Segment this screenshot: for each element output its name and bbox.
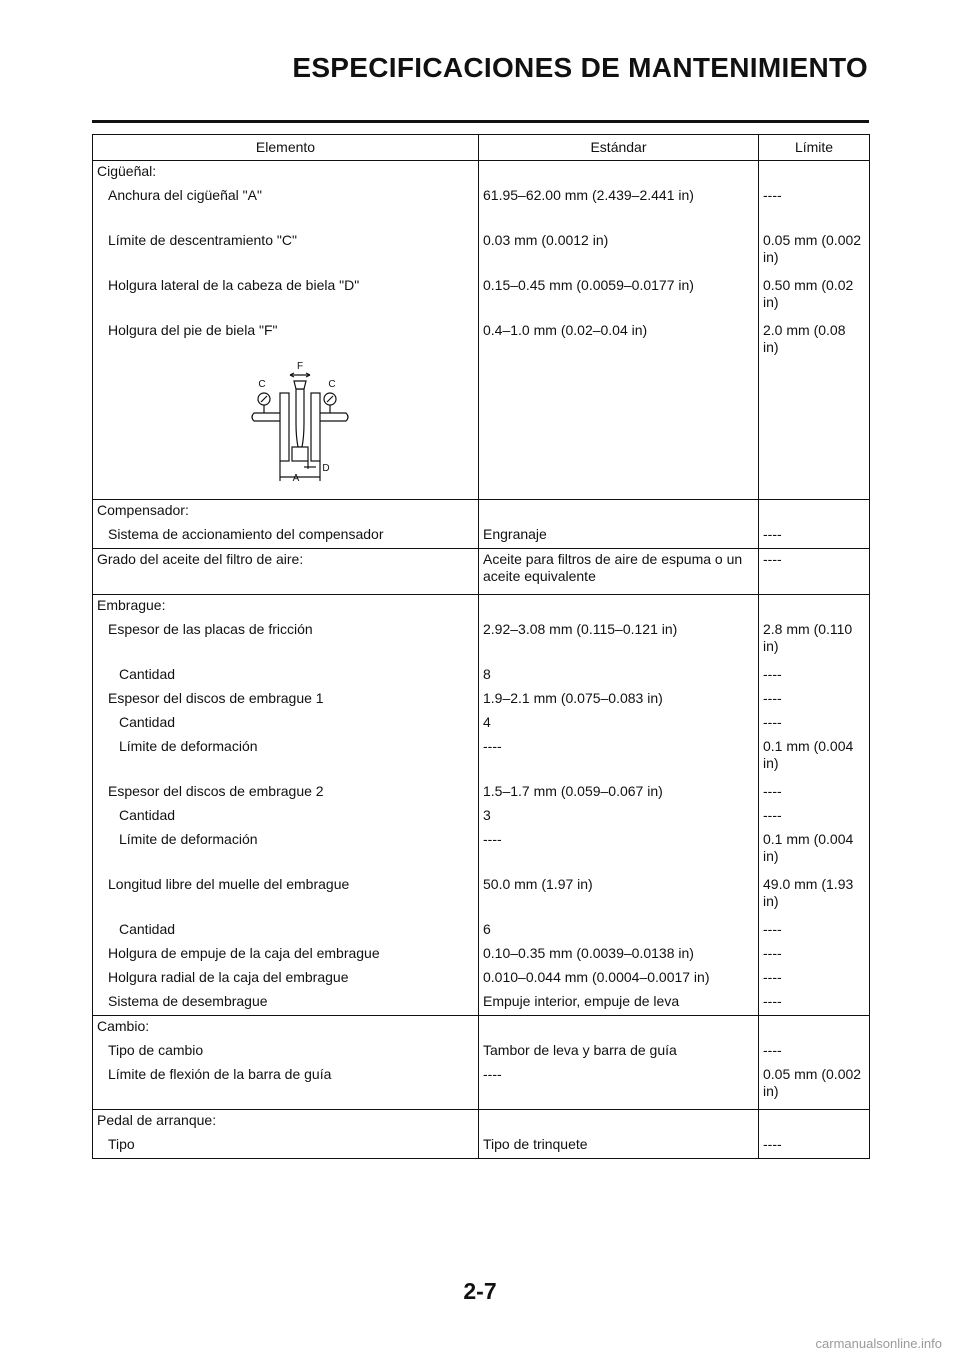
row-limit: ---- xyxy=(759,781,870,805)
section-heading-cambio: Cambio: xyxy=(93,1016,479,1041)
row-label: Cantidad xyxy=(93,919,479,943)
row-standard: Empuje interior, empuje de leva xyxy=(479,991,759,1016)
row-standard: 8 xyxy=(479,664,759,688)
row-standard: 0.15–0.45 mm (0.0059–0.0177 in) xyxy=(479,275,759,320)
row-standard: 2.92–3.08 mm (0.115–0.121 in) xyxy=(479,619,759,664)
table-row xyxy=(93,1110,870,1135)
row-limit: ---- xyxy=(759,1040,870,1064)
maintenance-spec-table xyxy=(92,134,870,1159)
table-row xyxy=(93,967,870,991)
row-standard: ---- xyxy=(479,829,759,874)
table-row xyxy=(93,595,870,620)
row-standard: 61.95–62.00 mm (2.439–2.441 in) xyxy=(479,185,759,230)
section-heading-pedal: Pedal de arranque: xyxy=(93,1110,479,1135)
row-label: Grado del aceite del filtro de aire: xyxy=(93,549,479,595)
row-standard: 0.010–0.044 mm (0.0004–0.0017 in) xyxy=(479,967,759,991)
table-row xyxy=(93,320,870,500)
row-limit: ---- xyxy=(759,967,870,991)
page-number: 2-7 xyxy=(463,1278,497,1304)
row-label: Holgura radial de la caja del embrague xyxy=(93,967,479,991)
column-header-elemento: Elemento xyxy=(93,135,479,161)
table-row xyxy=(93,549,870,595)
row-limit: ---- xyxy=(759,1134,870,1159)
row-standard: Engranaje xyxy=(479,524,759,549)
column-header-estandar: Estándar xyxy=(479,135,759,161)
watermark: carmanualsonline.info xyxy=(815,1336,942,1351)
table-row xyxy=(93,1064,870,1110)
row-limit: 2.0 mm (0.08 in) xyxy=(759,320,870,500)
row-standard: ---- xyxy=(479,736,759,781)
table-row xyxy=(93,230,870,275)
table-row xyxy=(93,991,870,1016)
row-label: Cantidad xyxy=(93,712,479,736)
row-standard: ---- xyxy=(479,1064,759,1110)
diagram-label-a: A xyxy=(292,473,300,481)
row-label: Sistema de desembrague xyxy=(93,991,479,1016)
section-heading-compensador: Compensador: xyxy=(93,500,479,525)
title-rule xyxy=(92,120,869,123)
table-row xyxy=(93,919,870,943)
diagram-label-f: F xyxy=(296,361,304,372)
row-label: Límite de deformación xyxy=(93,829,479,874)
table-row xyxy=(93,874,870,919)
row-standard: 50.0 mm (1.97 in) xyxy=(479,874,759,919)
row-label: Anchura del cigüeñal "A" xyxy=(93,185,479,230)
table-row xyxy=(93,524,870,549)
row-standard: Aceite para filtros de aire de espuma o un aceite equivalente xyxy=(479,549,759,595)
row-label: Cantidad xyxy=(93,805,479,829)
page-title: ESPECIFICACIONES DE MANTENIMIENTO xyxy=(292,52,868,83)
row-label: Tipo xyxy=(93,1134,479,1159)
column-header-limite: Límite xyxy=(759,135,870,161)
table-row xyxy=(93,500,870,525)
row-standard: 0.4–1.0 mm (0.02–0.04 in) xyxy=(479,320,759,500)
row-limit: ---- xyxy=(759,185,870,230)
section-heading-embrague: Embrague: xyxy=(93,595,479,620)
row-label: Límite de deformación xyxy=(93,736,479,781)
table-row xyxy=(93,829,870,874)
row-limit: ---- xyxy=(759,664,870,688)
row-limit: ---- xyxy=(759,805,870,829)
table-row xyxy=(93,185,870,230)
row-limit: 2.8 mm (0.110 in) xyxy=(759,619,870,664)
row-standard: 0.10–0.35 mm (0.0039–0.0138 in) xyxy=(479,943,759,967)
section-heading-ciguenal: Cigüeñal: xyxy=(93,161,479,186)
row-standard: 1.5–1.7 mm (0.059–0.067 in) xyxy=(479,781,759,805)
table-row xyxy=(93,736,870,781)
row-limit: ---- xyxy=(759,943,870,967)
table-row xyxy=(93,619,870,664)
row-label: Holgura de empuje de la caja del embrague xyxy=(93,943,479,967)
row-limit: 0.05 mm (0.002 in) xyxy=(759,1064,870,1110)
row-label: Cantidad xyxy=(93,664,479,688)
row-limit: ---- xyxy=(759,919,870,943)
row-limit: ---- xyxy=(759,991,870,1016)
row-limit: ---- xyxy=(759,549,870,595)
row-label: Límite de flexión de la barra de guía xyxy=(93,1064,479,1110)
diagram-label-c: C xyxy=(328,379,336,390)
row-label: Espesor del discos de embrague 2 xyxy=(93,781,479,805)
row-standard: 0.03 mm (0.0012 in) xyxy=(479,230,759,275)
table-row xyxy=(93,688,870,712)
row-limit: 0.50 mm (0.02 in) xyxy=(759,275,870,320)
row-label: Holgura del pie de biela "F" F C C D A xyxy=(93,320,479,500)
table-header-row xyxy=(93,135,870,161)
row-label: Tipo de cambio xyxy=(93,1040,479,1064)
diagram-label-c: C xyxy=(258,379,266,390)
row-label: Sistema de accionamiento del compensador xyxy=(93,524,479,549)
row-label: Longitud libre del muelle del embrague xyxy=(93,874,479,919)
crankshaft-diagram xyxy=(250,351,350,481)
row-limit: 0.1 mm (0.004 in) xyxy=(759,736,870,781)
table-row xyxy=(93,781,870,805)
table-row xyxy=(93,943,870,967)
row-limit: 0.1 mm (0.004 in) xyxy=(759,829,870,874)
row-standard: 4 xyxy=(479,712,759,736)
table-row xyxy=(93,1040,870,1064)
row-label: Espesor del discos de embrague 1 xyxy=(93,688,479,712)
row-label: Holgura lateral de la cabeza de biela "D" xyxy=(93,275,479,320)
row-standard: 1.9–2.1 mm (0.075–0.083 in) xyxy=(479,688,759,712)
table-row xyxy=(93,712,870,736)
row-limit: ---- xyxy=(759,688,870,712)
row-limit: 0.05 mm (0.002 in) xyxy=(759,230,870,275)
table-row xyxy=(93,664,870,688)
row-label: Límite de descentramiento "C" xyxy=(93,230,479,275)
table-row xyxy=(93,275,870,320)
table-row xyxy=(93,805,870,829)
row-standard: 6 xyxy=(479,919,759,943)
row-standard: Tambor de leva y barra de guía xyxy=(479,1040,759,1064)
row-label: Espesor de las placas de fricción xyxy=(93,619,479,664)
table-row xyxy=(93,1134,870,1159)
row-standard: 3 xyxy=(479,805,759,829)
table-row xyxy=(93,161,870,186)
row-standard: Tipo de trinquete xyxy=(479,1134,759,1159)
row-limit: ---- xyxy=(759,712,870,736)
row-limit: 49.0 mm (1.93 in) xyxy=(759,874,870,919)
row-limit: ---- xyxy=(759,524,870,549)
diagram-label-d: D xyxy=(322,463,330,474)
table-row xyxy=(93,1016,870,1041)
